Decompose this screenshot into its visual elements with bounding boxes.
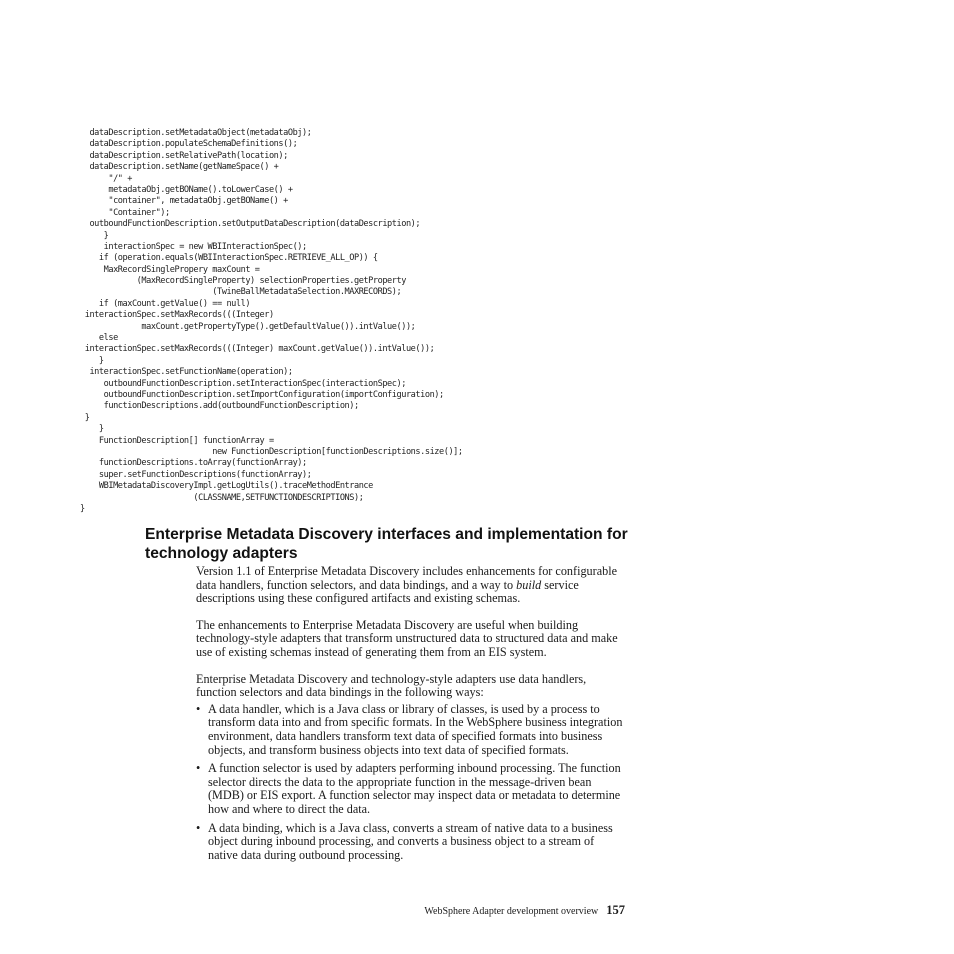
code-line: (CLASSNAME,SETFUNCTIONDESCRIPTIONS); bbox=[80, 492, 364, 503]
bullet-list bbox=[196, 703, 626, 863]
code-line: "Container"); bbox=[80, 207, 170, 218]
code-line: dataDescription.populateSchemaDefinitions(); bbox=[80, 139, 298, 150]
code-line: } bbox=[80, 355, 104, 366]
code-line: outboundFunctionDescription.setImportConfiguration(importConfiguration); bbox=[80, 389, 444, 400]
list-item-text: A function selector is used by adapters performing inbound processing. The function selector directs the data to the appropriate function in the message-driven bean (MDB) or EIS export. A function selector may inspect data or metadata to determine how and where to direct the data. bbox=[208, 761, 621, 816]
section-body bbox=[196, 565, 626, 867]
footer-title: WebSphere Adapter development overview bbox=[424, 906, 599, 917]
list-item bbox=[196, 762, 626, 816]
code-line: interactionSpec = new WBIInteractionSpec(); bbox=[80, 241, 307, 252]
code-line: dataDescription.setRelativePath(location); bbox=[80, 150, 288, 161]
code-line: (TwineBallMetadataSelection.MAXRECORDS); bbox=[80, 287, 402, 298]
code-line: else bbox=[80, 333, 118, 344]
code-line: FunctionDescription[] functionArray = bbox=[80, 435, 274, 446]
section-heading: Enterprise Metadata Discovery interfaces and implementation for technology adapters bbox=[145, 526, 628, 562]
list-item-text: A data handler, which is a Java class or library of classes, is used by a process to transform data into and from specific formats. In the WebSphere business integration environment, data handlers transform text data of specified formats into business objects, and transform business objects into text data of specified formats. bbox=[208, 701, 623, 757]
enhancements-paragraph: The enhancements to Enterprise Metadata Discovery are useful when building technology-style adapters that transform unstructured data to structured data and make use of existing schemas instead of generating them from an EIS system. bbox=[196, 617, 618, 659]
code-line: super.setFunctionDescriptions(functionArray); bbox=[80, 469, 312, 480]
code-line: (MaxRecordSingleProperty) selectionProperties.getProperty bbox=[80, 276, 406, 287]
code-line: outboundFunctionDescription.setInteractionSpec(interactionSpec); bbox=[80, 378, 406, 389]
code-line: metadataObj.getBOName().toLowerCase() + bbox=[80, 184, 293, 195]
usage-paragraph: Enterprise Metadata Discovery and technology-style adapters use data handlers, function selectors and data bindings in the following ways: bbox=[196, 671, 587, 700]
page-footer bbox=[300, 901, 625, 919]
code-line: "/" + bbox=[80, 173, 132, 184]
code-line: interactionSpec.setFunctionName(operation); bbox=[80, 367, 293, 378]
code-line: outboundFunctionDescription.setOutputDataDescription(dataDescription); bbox=[80, 219, 421, 230]
page-number: 157 bbox=[606, 903, 625, 917]
intro-text-end: service descriptions using these configured artifacts and existing schemas. bbox=[196, 577, 579, 606]
code-listing bbox=[80, 128, 640, 515]
bullet-icon: • bbox=[196, 701, 201, 716]
code-line: new FunctionDescription[functionDescriptions.size()]; bbox=[80, 446, 463, 457]
code-line: } bbox=[80, 230, 109, 241]
code-line: if (operation.equals(WBIInteractionSpec.RETRIEVE_ALL_OP)) { bbox=[80, 253, 378, 264]
code-line: maxCount.getPropertyType().getDefaultValue()).intValue()); bbox=[80, 321, 416, 332]
code-line: dataDescription.setName(getNameSpace() + bbox=[80, 162, 279, 173]
bullet-icon: • bbox=[196, 820, 201, 835]
code-line: WBIMetadataDiscoveryImpl.getLogUtils().traceMethodEntrance bbox=[80, 481, 373, 492]
emphasized-word: build bbox=[516, 577, 542, 592]
code-line: if (maxCount.getValue() == null) bbox=[80, 298, 251, 309]
intro-text-start: Version 1.1 of Enterprise Metadata Discovery includes enhancements for configurable data handlers, function selectors, and data bindings, and a way to bbox=[196, 564, 617, 592]
code-line: dataDescription.setMetadataObject(metadataObj); bbox=[80, 128, 312, 138]
list-item bbox=[196, 703, 626, 757]
list-item bbox=[196, 822, 626, 863]
code-line: interactionSpec.setMaxRecords(((Integer) bbox=[80, 310, 274, 321]
list-item-text: A data binding, which is a Java class, converts a stream of native data to a business object during inbound processing, and converts a business object to a stream of native data during outbound processing. bbox=[208, 820, 613, 862]
code-line: "container", metadataObj.getBOName() + bbox=[80, 196, 288, 207]
bullet-icon: • bbox=[196, 761, 201, 776]
code-line: functionDescriptions.add(outboundFunctionDescription); bbox=[80, 401, 359, 412]
code-line: } bbox=[80, 424, 104, 435]
code-line: } bbox=[80, 412, 90, 423]
intro-paragraph bbox=[196, 565, 626, 606]
code-line: MaxRecordSinglePropery maxCount = bbox=[80, 264, 260, 275]
code-line: } bbox=[80, 503, 85, 514]
code-line: functionDescriptions.toArray(functionArray); bbox=[80, 458, 307, 469]
code-line: interactionSpec.setMaxRecords(((Integer) maxCount.getValue()).intValue()); bbox=[80, 344, 435, 355]
